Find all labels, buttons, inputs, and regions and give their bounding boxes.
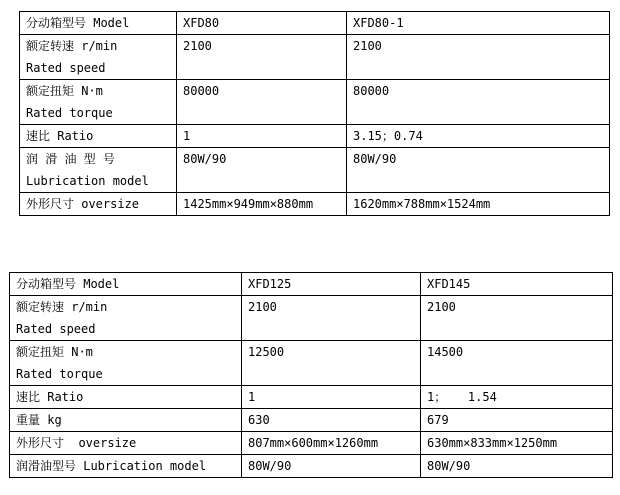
row-label bbox=[20, 12, 177, 35]
value-cell: 2100 bbox=[242, 296, 421, 341]
value-cell: 1 bbox=[177, 125, 347, 148]
value-cell: 3.15；0.74 bbox=[347, 125, 610, 148]
value-cell: 807mm×600mm×1260mm bbox=[242, 432, 421, 455]
value-cell: 2100 bbox=[347, 35, 610, 80]
row-label bbox=[20, 80, 177, 125]
value-cell: 1620mm×788mm×1524mm bbox=[347, 193, 610, 216]
table-row bbox=[10, 386, 613, 409]
label-subtext: Rated speed bbox=[26, 61, 106, 75]
label-subtext: Rated torque bbox=[16, 367, 103, 381]
value-cell: 80000 bbox=[177, 80, 347, 125]
label-text: 速比 Ratio bbox=[26, 129, 94, 143]
table-row bbox=[20, 125, 610, 148]
value-cell: 1 bbox=[242, 386, 421, 409]
value-cell: 630mm×833mm×1250mm bbox=[421, 432, 613, 455]
value-cell: XFD80-1 bbox=[347, 12, 610, 35]
label-text: 分动箱型号 Model bbox=[16, 277, 120, 291]
table-row bbox=[20, 148, 610, 193]
row-label bbox=[10, 296, 242, 341]
table-row bbox=[20, 12, 610, 35]
label-text: 速比 Ratio bbox=[16, 390, 84, 404]
label-text: 额定转速 r/min bbox=[26, 39, 118, 53]
value-cell: 80000 bbox=[347, 80, 610, 125]
value-cell: XFD125 bbox=[242, 273, 421, 296]
table-row bbox=[20, 35, 610, 80]
table-row bbox=[20, 193, 610, 216]
label-text: 额定转速 r/min bbox=[16, 300, 108, 314]
table-row bbox=[20, 80, 610, 125]
label-text: 额定扭矩 N·m bbox=[26, 84, 103, 98]
table-row bbox=[10, 341, 613, 386]
table-row bbox=[10, 409, 613, 432]
label-text: 分动箱型号 Model bbox=[26, 16, 130, 30]
row-label bbox=[10, 409, 242, 432]
label-subtext: Lubrication model bbox=[26, 174, 149, 188]
row-label bbox=[10, 273, 242, 296]
value-cell: 1； 1.54 bbox=[421, 386, 613, 409]
table-row bbox=[10, 296, 613, 341]
label-text: 润滑油型号 Lubrication model bbox=[16, 459, 207, 473]
value-cell: 2100 bbox=[421, 296, 613, 341]
value-cell: 80W/90 bbox=[347, 148, 610, 193]
label-text: 重量 kg bbox=[16, 413, 62, 427]
row-label bbox=[10, 386, 242, 409]
row-label bbox=[20, 148, 177, 193]
spec-table-xfd125 bbox=[9, 272, 613, 478]
spec-table-xfd80 bbox=[19, 11, 610, 216]
row-label bbox=[10, 455, 242, 478]
row-label bbox=[20, 125, 177, 148]
value-cell: 1425mm×949mm×880mm bbox=[177, 193, 347, 216]
table-row bbox=[10, 455, 613, 478]
value-cell: 80W/90 bbox=[421, 455, 613, 478]
row-label bbox=[10, 341, 242, 386]
value-cell: 2100 bbox=[177, 35, 347, 80]
label-subtext: Rated speed bbox=[16, 322, 96, 336]
value-cell: 679 bbox=[421, 409, 613, 432]
label-subtext: Rated torque bbox=[26, 106, 113, 120]
value-cell: 630 bbox=[242, 409, 421, 432]
row-label bbox=[10, 432, 242, 455]
value-cell: 80W/90 bbox=[242, 455, 421, 478]
value-cell: 80W/90 bbox=[177, 148, 347, 193]
row-label bbox=[20, 35, 177, 80]
table-row bbox=[10, 432, 613, 455]
label-text: 外形尺寸 oversize bbox=[26, 197, 140, 211]
label-text: 额定扭矩 N·m bbox=[16, 345, 93, 359]
row-label bbox=[20, 193, 177, 216]
value-cell: XFD80 bbox=[177, 12, 347, 35]
value-cell: 12500 bbox=[242, 341, 421, 386]
label-text: 外形尺寸 oversize bbox=[16, 436, 137, 450]
value-cell: XFD145 bbox=[421, 273, 613, 296]
table-row bbox=[10, 273, 613, 296]
label-text: 润 滑 油 型 号 bbox=[26, 152, 115, 166]
value-cell: 14500 bbox=[421, 341, 613, 386]
